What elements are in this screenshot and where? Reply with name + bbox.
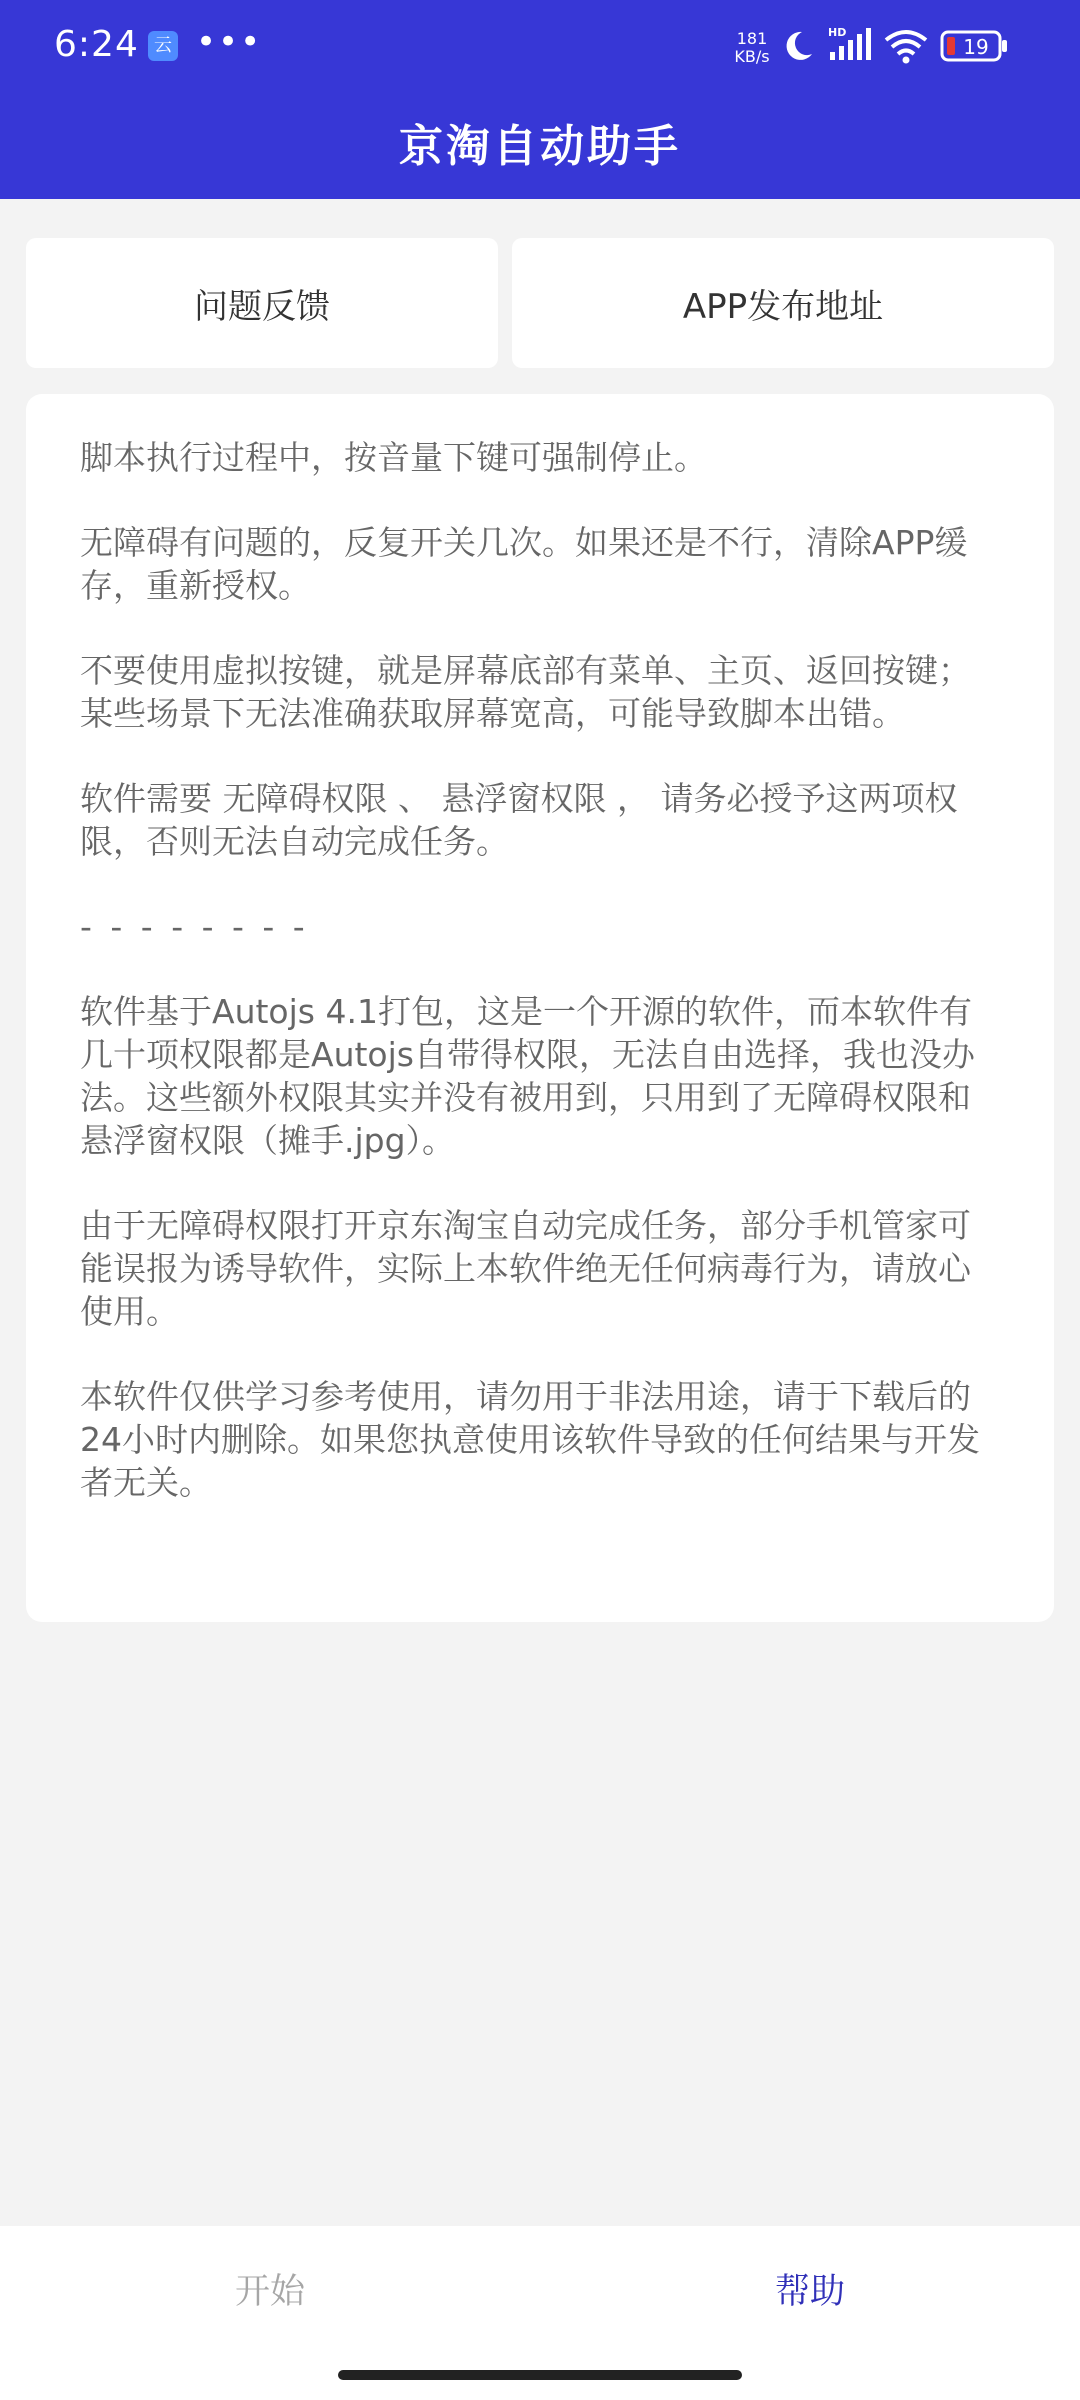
help-divider: - - - - - - - - bbox=[80, 907, 309, 946]
network-speed-value: 181 bbox=[736, 29, 768, 48]
help-paragraph: 不要使用虚拟按键，就是屏幕底部有菜单、主页、返回按键；某些场景下无法准确获取屏幕宽高，可能导致脚本出错。 bbox=[80, 651, 971, 733]
help-paragraph: 本软件仅供学习参考使用，请勿用于非法用途，请于下载后的24小时内删除。如果您执意使用该软件导致的任何结果与开发者无关。 bbox=[80, 1377, 980, 1502]
wifi-icon bbox=[882, 26, 930, 64]
network-speed bbox=[728, 30, 776, 66]
help-paragraph: 由于无障碍权限打开京东淘宝自动完成任务，部分手机管家可能误报为诱导软件，实际上本软件绝无任何病毒行为，请放心使用。 bbox=[80, 1206, 971, 1331]
signal-icon bbox=[828, 26, 878, 64]
tab-help[interactable]: 帮助 bbox=[774, 2272, 845, 2312]
tab-start[interactable]: 开始 bbox=[234, 2272, 305, 2312]
svg-text:HD: HD bbox=[828, 26, 847, 39]
moon-icon bbox=[780, 28, 816, 64]
help-paragraph: 软件基于Autojs 4.1打包，这是一个开源的软件，而本软件有几十项权限都是Autojs自带得权限，无法自由选择，我也没办法。这些额外权限其实并没有被用到，只用到了无障碍权限和悬浮窗权限（摊手.jpg）。 bbox=[80, 992, 975, 1160]
release-address-button[interactable]: APP发布地址 bbox=[512, 238, 1054, 368]
status-time: 6:24 bbox=[54, 24, 139, 65]
feedback-button[interactable]: 问题反馈 bbox=[26, 238, 498, 368]
help-card bbox=[26, 394, 1054, 1622]
app-header bbox=[0, 0, 1080, 199]
more-icon: ••• bbox=[196, 22, 263, 62]
page-title: 京淘自动助手 bbox=[399, 121, 681, 172]
help-paragraph: 无障碍有问题的，反复开关几次。如果还是不行，清除APP缓存，重新授权。 bbox=[80, 523, 968, 605]
network-speed-unit: KB/s bbox=[734, 47, 770, 66]
battery-level: 19 bbox=[963, 35, 989, 59]
help-paragraph: 脚本执行过程中，按音量下键可强制停止。 bbox=[80, 438, 707, 477]
status-bar bbox=[0, 0, 1080, 96]
cloud-icon: 云 bbox=[148, 31, 178, 61]
home-indicator[interactable] bbox=[338, 2370, 742, 2380]
help-paragraph: 软件需要 无障碍权限 、 悬浮窗权限 ， 请务必授予这两项权限，否则无法自动完成任务。 bbox=[80, 779, 958, 861]
